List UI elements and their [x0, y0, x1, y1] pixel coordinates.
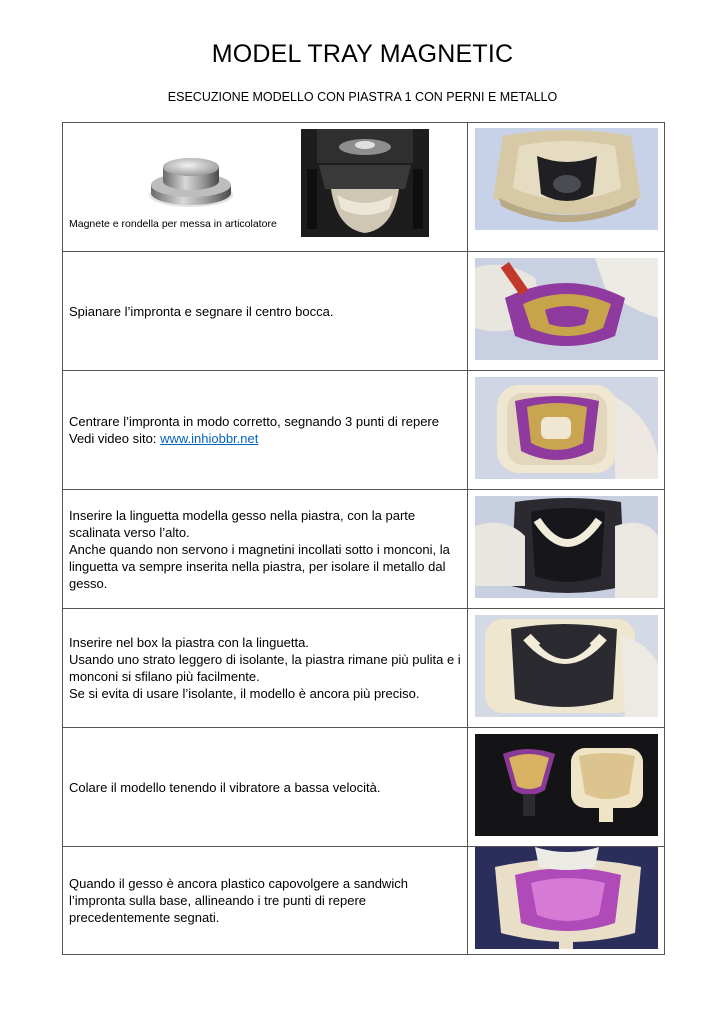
page-subtitle: ESECUZIONE MODELLO CON PIASTRA 1 CON PERNI E METALLO [167, 90, 558, 104]
page-title: MODEL TRAY MAGNETIC [211, 40, 514, 68]
step-text-cell [63, 847, 468, 955]
table-row [63, 847, 665, 955]
step-instruction: Centrare l’impronta in modo corretto, segnando 3 punti di repere [69, 414, 439, 429]
step-text-cell [63, 123, 468, 252]
step-text-cell [63, 371, 468, 490]
step-instruction: Anche quando non servono i magnetini incollati sotto i monconi, la linguetta va sempre inserita nella piastra, per isolare il metallo dal gesso. [69, 541, 450, 591]
table-row [63, 728, 665, 847]
table-row [63, 123, 665, 252]
impression-centering-photo [475, 377, 658, 479]
tongue-insert-photo [475, 496, 658, 598]
step-image-cell [468, 371, 665, 490]
step-text-cell [63, 490, 468, 609]
step-instruction: Se si evita di usare l’isolante, il modello è ancora più preciso. [69, 686, 420, 701]
step-image-cell [468, 490, 665, 609]
step-image-cell [468, 728, 665, 847]
step-text-cell [63, 728, 468, 847]
step-image-cell [468, 123, 665, 252]
step-image-cell [468, 252, 665, 371]
impression-marking-photo [475, 258, 658, 360]
pouring-model-photo [475, 734, 658, 836]
table-row [63, 371, 665, 490]
step-text-cell [63, 609, 468, 728]
table-row [63, 609, 665, 728]
step-image-cell [468, 609, 665, 728]
steps-table [62, 122, 665, 955]
tray-with-model-photo [475, 128, 658, 230]
step-instruction [69, 430, 461, 447]
step-instruction: Colare il modello tenendo il vibratore a bassa velocità. [69, 779, 381, 795]
step-instruction: Quando il gesso è ancora plastico capovolgere a sandwich l’impronta sulla base, allineando i tre punti di repere precedentemente segnati. [69, 876, 408, 925]
step-image-cell [468, 847, 665, 955]
articulator-image [301, 129, 429, 237]
table-row [63, 252, 665, 371]
video-prefix: Vedi video sito: [69, 431, 161, 446]
step-instruction: Spianare l’impronta e segnare il centro bocca. [69, 303, 334, 319]
sandwich-flip-photo [475, 847, 658, 949]
step-text-cell [63, 252, 468, 371]
website-link[interactable]: www.inhiobbr.net [160, 431, 259, 446]
magnet-washer-image [141, 143, 241, 213]
magnet-caption: Magnete e rondella per messa in articolatore [69, 218, 277, 230]
plate-in-box-photo [475, 615, 658, 717]
step-instruction: Inserire la linguetta modella gesso nella piastra, con la parte scalinata verso l’alto. [69, 507, 416, 540]
step-instruction: Inserire nel box la piastra con la linguetta. [69, 635, 309, 650]
table-row [63, 490, 665, 609]
step-instruction: Usando uno strato leggero di isolante, la piastra rimane più pulita e i monconi si sfilano più facilmente. [69, 652, 461, 684]
